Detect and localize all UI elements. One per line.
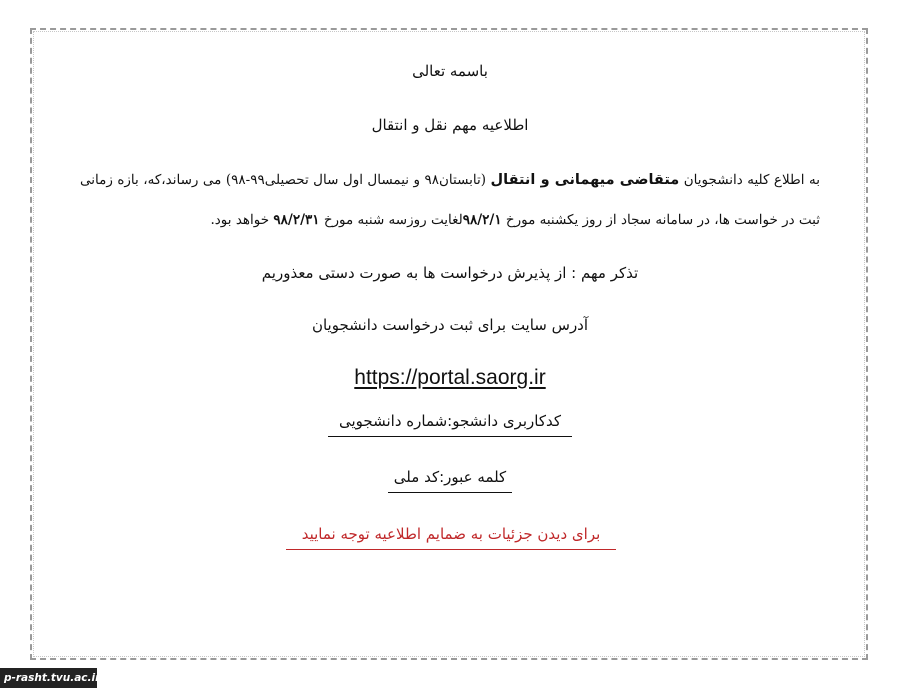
site-footer-tag[interactable]: p-rasht.tvu.ac.ir	[0, 668, 97, 688]
announcement-body	[80, 160, 820, 240]
body-date-start: ۹۸/۲/۱	[462, 212, 502, 228]
body-middle: لغایت روزسه شنبه مورخ	[323, 212, 463, 228]
address-label: آدرس سایت برای ثبت درخواست دانشجویان	[311, 316, 589, 334]
body-ending: خواهد بود.	[210, 212, 270, 228]
username-info: کدکاربری دانشجو:شماره دانشجویی	[328, 412, 572, 437]
salutation: باسمه تعالی	[412, 62, 488, 80]
body-intro: به اطلاع کلیه دانشجویان	[683, 172, 820, 188]
password-info: کلمه عبور:کد ملی	[388, 468, 512, 493]
attachment-note: برای دیدن جزئیات به ضمایم اطلاعیه توجه نمایید	[286, 525, 616, 550]
announcement-title: اطلاعیه مهم نقل و انتقال	[371, 116, 529, 134]
body-bold-phrase: متقاضی میهمانی و انتقال	[490, 172, 680, 188]
portal-url-link[interactable]: https://portal.saorg.ir	[354, 366, 546, 389]
body-after-bold: (تابستان۹۸ و نیمسال اول سال تحصیلی۹۹-۹۸) می رساند،که، بازه زمانی ثبت در خواست ها، در سامانه سجاد از روز یکشنبه مورخ	[80, 172, 820, 228]
body-date-end: ۹۸/۲/۳۱	[273, 212, 320, 228]
important-reminder: تذکر مهم : از پذیرش درخواست ها به صورت دستی معذوریم	[261, 264, 639, 282]
portal-url-line	[60, 366, 840, 390]
